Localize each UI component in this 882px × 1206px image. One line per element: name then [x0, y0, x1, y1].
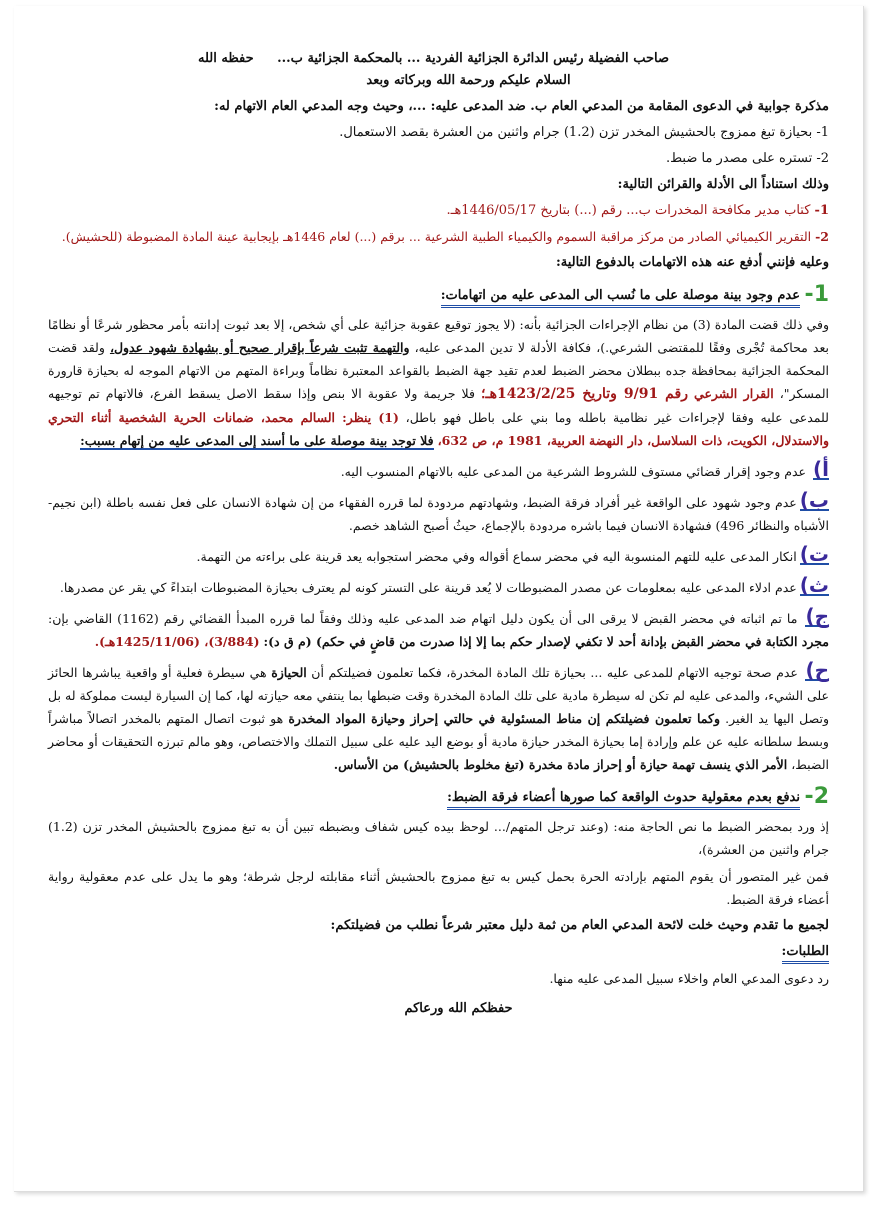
point-t-letter: ت)	[799, 542, 829, 566]
point-h-bold: الحيازة	[271, 665, 307, 680]
point-b-text2: والنظائر 496) فشهادة الانسان فيما باشره مردودة بالإجماع، حيثُ أصبح الشاهد خصم.	[348, 518, 790, 533]
evidence-2-num: 2-	[815, 229, 829, 244]
point-j	[48, 604, 829, 653]
intro: مذكرة جوابية في الدعوى المقامة من المدعي العام ب. ضد المدعى عليه: ...، وحيث وجه المدعي العام الاتهام له:	[214, 99, 829, 114]
section-1-p1	[48, 313, 829, 452]
point-h-text4-bold: الأمر الذي ينسف تهمة	[671, 757, 788, 772]
section-2-p2: فمن غير المتصور أن يقوم المتهم بإرادته الحرة بحمل كيس به تبغ ممزوج بالحشيش أثناء مقابلته لرجل شرطة؛ وهو ما يدل على عدم معقولية رواية أعضاء فرقة الضبط.	[48, 869, 829, 907]
evidence-1	[48, 200, 829, 222]
defense-title: وعليه فإنني أدفع عنه هذه الاتهامات بالدفوع التالية:	[555, 255, 829, 270]
point-h-text3: هو ثبوت اتصال المتهم بالمخدر اتصالاً مباشراً وبسط سلطانه عليه عن علم	[48, 711, 829, 749]
point-j-text: ما تم اثباته في محضر القبض لا يرقى الى أن يكون دليل اتهام ضد المدعى عليه وذلك وفقاً لما قرره المبدأ القضائي رقم (1162) القاضي بإن:	[48, 611, 798, 626]
s1-line-a: وفي ذلك قضت المادة (3) من نظام الإجراءات الجزائية بأنه: (لا يجوز توقيع عقوبة جزائية على أي شخص، إلا بعد ثبوت إدانته بأمر محظور شرعًا أو نظامًا بعد	[48, 317, 829, 355]
s1-line-b: محاكمة تُجْرى وفقًا للمقتضى الشرعي.)، فكافة الأدلة لا تدين المدعى عليه،	[414, 340, 808, 355]
closing: حفظكم الله ورعاكم	[404, 1001, 513, 1016]
s2-line-b: واثنين من العشرة)،	[698, 842, 800, 857]
requests-title	[48, 941, 829, 964]
s1-line-b-bold: والتهمة تثبت شرعاً بإقرار صحيح أو بشهادة شهود عدول،	[109, 340, 410, 355]
point-j-ref: (3/884)، (1425/11/06هـ).	[94, 634, 260, 649]
conclusion: لجميع ما تقدم وحيث خلت لائحة المدعي العام من ثمة دليل معتبر شرعاً نطلب من فضيلتكم:	[330, 918, 829, 933]
document-page	[14, 6, 864, 1192]
point-th-text: عدم ادلاء المدعى عليه بمعلومات عن مصدر المضبوطات لا يُعد قرينة على التستر كونه لم يعترف بحيازة المضبوطات ابتداءً كي يقر عن مصدرها.	[59, 580, 797, 595]
point-h-text: عدم صحة توجيه الاتهام للمدعى عليه ... بحيازة تلك المادة المخدرة، فكما تعلمون فضيلتكم أن	[311, 665, 798, 680]
s1-line-f-red: العربية، 1981 م، ص 632،	[437, 433, 586, 448]
point-j-letter: ج)	[805, 604, 829, 628]
point-h-letter: ح)	[805, 658, 830, 682]
point-a-letter: أ)	[813, 457, 829, 481]
point-th-letter: ث)	[799, 573, 829, 597]
point-t-text: انكار المدعى عليه للتهم المنسوبة اليه في محضر سماع أقواله وفي محضر استجوابه يعد قرينة على براءته من التهمة.	[196, 549, 797, 564]
point-a-text: عدم وجود إقرار قضائي مستوف للشروط الشرعية من المدعى عليه بالاتهام المنسوب اليه.	[340, 464, 807, 479]
section-2-p1	[48, 815, 829, 861]
evidence-1-num: 1-	[814, 203, 829, 218]
addressee-line	[48, 48, 829, 70]
point-h-text4: وإرادة إما بحيازة المخدر حيازة مادية أو بوضع اليد عليه على سبيل التملك والاختصاص، وهو مالم تبرزه التحقيقات أو محاضر الضبط،	[48, 734, 829, 772]
hafazahu: حفظه الله	[198, 51, 254, 66]
point-j-bold: مجرد الكتابة	[765, 634, 829, 649]
evidence-1-text: كتاب مدير مكافحة المخدرات ب... رقم (...) بتاريخ 1446/05/17هـ.	[446, 203, 811, 218]
s1-line-f: فلا توجد بينة موصلة على ما أسند إلى المدعى عليه من إتهام بسبب:	[80, 433, 434, 448]
s1-line-e-red: (1) ينظر: السالم محمد، ضمانات الحرية الشخصية أثناء التحري والاستدلال، الكويت، ذات السلاسل، دار النهضة	[48, 410, 829, 448]
point-h-text-end: هي سيطرة فعلية أو واقعية يباشرها الحائز على الشيء،	[48, 665, 829, 703]
section-2-heading	[48, 784, 829, 811]
greeting: السلام عليكم ورحمة الله وبركاته وبعد	[366, 73, 571, 88]
charge-2: 2- تستره على مصدر ما ضبط.	[665, 151, 829, 166]
evidence-2-text: التقرير الكيميائي الصادر من مركز مراقبة السموم والكيمياء الطبية الشرعية ... برقم (...) لعام 1446هـ بإيجابية عينة المادة المضبوطة (للحشيش).	[61, 229, 812, 244]
point-h-text5-bold: حيازة أو إحراز مادة مخدرة (تبغ مخلوط بالحشيش) من الأساس.	[333, 757, 668, 772]
section-2-title: ندفع بعدم معقولية حدوث الواقعة كما صورها أعضاء فرقة الضبط:	[447, 789, 800, 810]
point-j-bold2: في محضر القبض بإدانة أحد لا تكفي لإصدار حكم بما إلا إذا صدرت من قاضٍ في حكم) (م ق د):	[263, 634, 762, 649]
section-1-heading	[48, 282, 829, 309]
point-b-letter: ب)	[799, 488, 829, 512]
s1-line-b-end: ولقد قضت المحكمة	[48, 340, 829, 378]
s1-line-d: فلا جريمة ولا عقوبة الا بنص وإذا سقط الاصل يسقط الفرع، فالاتهام تم توجيهه للمدعى عليه وفقا لإجراءات غير نظامية	[48, 386, 829, 425]
point-h	[48, 658, 830, 776]
s1-line-d-red: رقم 9/91 وتاريخ 1423/2/25هـ؛	[481, 386, 688, 402]
s2-line-a: إذ ورد بمحضر الضبط ما نص الحاجة منه: (وعند ترجل المتهم/... لوحظ بيده كيس شفاف وبضبطه تبين أن به تبغ ممزوج بالحشيش المخدر تزن (1.2) جرام	[48, 819, 829, 857]
section-1-title: عدم وجود بينة موصلة على ما نُسب الى المدعى عليه من اتهامات:	[441, 287, 800, 308]
section-2-num: 2-	[804, 784, 829, 809]
s1-line-c: الجزائية بمحافظة جده ببطلان محضر الضبط لعدم تقيد جهة الضبط بالقواعد المعتبرة نظاماً وبراءة المتهم من الاتهام الموجه له بحيازة قارورة المسكر"،	[48, 363, 829, 401]
requests: رد دعوى المدعي العام واخلاء سبيل المدعى عليه منها.	[549, 971, 829, 986]
point-h-text2: والمدعى عليه لم تكن له سيطرة مادية على تلك المادة المخدرة وقت ضبطها بما ينتفي معه حيازته لها، كما إن السيارة ليست مملوكة له بل وتصل اليها يد الغير.	[48, 688, 829, 726]
point-t	[48, 542, 829, 568]
point-b	[48, 488, 829, 537]
charge-1: 1- بحيازة تبغ ممزوج بالحشيش المخدر تزن (1.2) جرام واثنين من العشرة بقصد الاستعمال.	[339, 125, 829, 140]
point-th	[48, 573, 829, 599]
s1-line-e: باطله وما بني على باطل فهو باطل،	[405, 410, 607, 425]
point-a	[48, 457, 829, 483]
s1-line-c-red: القرار الشرعي	[694, 386, 774, 401]
evidence-title: وذلك استناداً الى الأدلة والقرائن التالية:	[617, 177, 829, 192]
section-1-num: 1-	[804, 282, 829, 307]
addressee: صاحب الفضيلة رئيس الدائرة الجزائية الفردية ... بالمحكمة الجزائية ب...	[277, 51, 669, 66]
requests-title-text: الطلبات:	[782, 943, 829, 964]
point-h-text3-bold: وكما تعلمون فضيلتكم إن مناط المسئولية في حالتي إحراز وحيازة المواد المخدرة	[288, 711, 721, 726]
point-b-text: عدم وجود شهود على الواقعة غير أفراد فرقة الضبط، وشهادتهم مردودة لما قرره الفقهاء من إن شهادة الانسان على فعل نفسه باطلة (ابن نجيم- الأشباه	[48, 495, 829, 533]
evidence-2	[48, 226, 829, 248]
